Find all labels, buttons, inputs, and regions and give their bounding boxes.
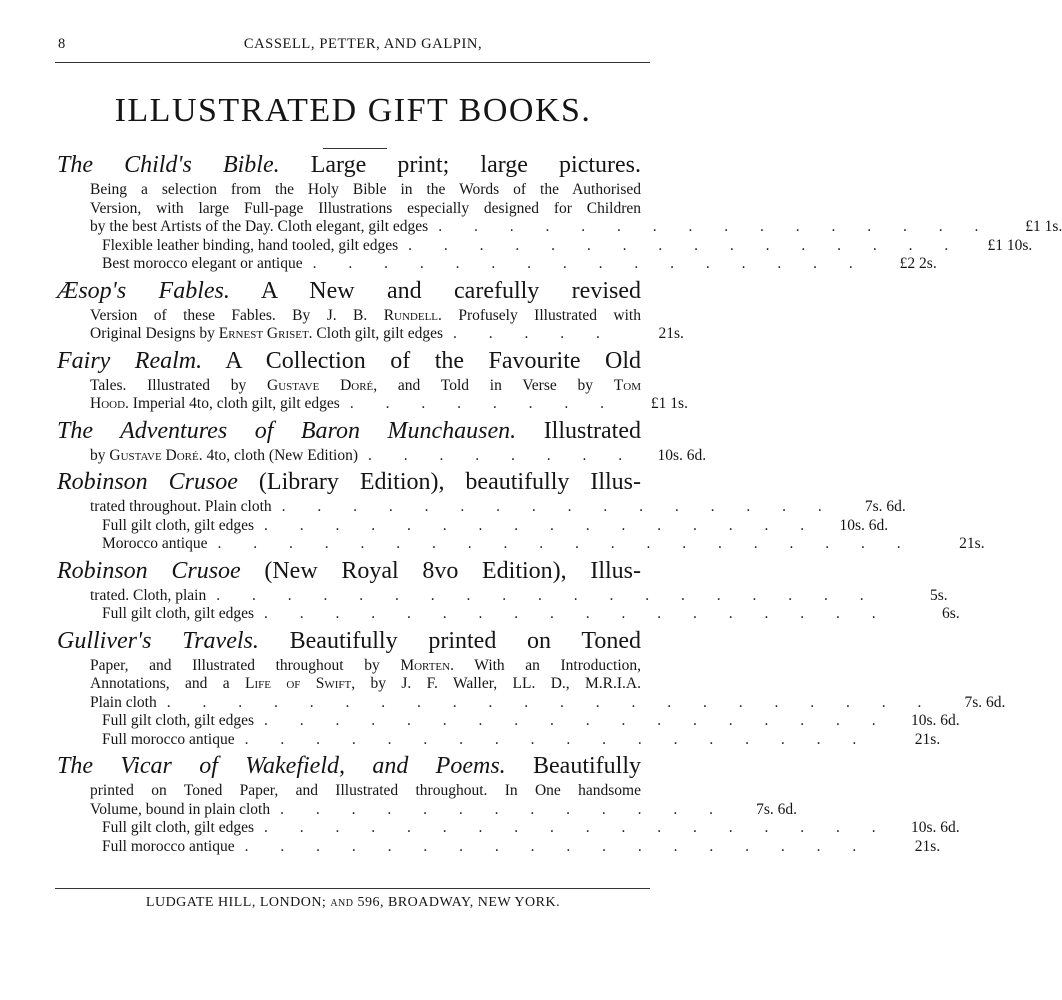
binding-label: Full morocco antique <box>102 837 235 855</box>
book-title: Robinson Crusoe <box>57 469 238 495</box>
price: £1 10s. <box>987 236 1033 254</box>
text-run: , and Told in Verse by <box>373 376 614 394</box>
illustrator-name: Ernest Griset <box>218 325 309 342</box>
entry-heading <box>57 556 641 587</box>
illustrator-name: Gustave Doré <box>109 446 199 464</box>
price-row <box>90 605 960 624</box>
dot-leader: . . . . . . . . . . . . . . . . <box>281 498 836 515</box>
price: 10s. 6d. <box>910 819 960 836</box>
entry-body <box>57 586 960 624</box>
dot-leader: . . . . . . . . . . . . . . . . <box>263 516 819 534</box>
binding-label <box>90 325 443 344</box>
author-name: Tom <box>613 376 641 394</box>
price: 7s. 6d. <box>864 498 906 515</box>
price: 21s. <box>959 535 985 552</box>
description-line <box>90 307 641 326</box>
book-title: Æsop's Fables. <box>57 277 230 304</box>
description-line <box>90 377 641 396</box>
price-row <box>90 516 889 536</box>
book-entry-vicar-of-wakefield <box>57 751 960 856</box>
heading-description: A Collection of the Favourite Old <box>225 347 641 374</box>
book-entry-fairy-realm <box>57 346 688 414</box>
entry-body <box>57 376 688 414</box>
description-line: printed on Toned Paper, and Illustrated throughout. In One handsome <box>90 782 641 799</box>
footer-rule <box>55 888 650 889</box>
book-entry-robinson-crusoe-royal <box>57 556 960 624</box>
life-of-swift: Life of Swift <box>245 675 352 692</box>
price: 7s. 6d. <box>756 800 797 818</box>
dot-leader: . . . . . . . . . . . . . . . . <box>408 236 963 254</box>
price: 10s. 6d. <box>910 712 960 729</box>
binding-label: Full gilt cloth, gilt edges <box>102 819 254 836</box>
entry-heading <box>57 626 641 657</box>
dot-leader: . . . . . . . . . . . . . . . . <box>312 255 867 272</box>
price: 10s. 6d. <box>657 446 707 464</box>
dot-leader: . . . . . . . . . . . . . . . . . . <box>244 730 871 748</box>
dot-leader: . . . . . . . . . . . . . . . . . . <box>263 712 890 729</box>
running-head <box>0 36 706 58</box>
binding-label: by the best Artists of the Day. Cloth elegant, gilt edges <box>90 218 429 235</box>
dot-leader: . . . . . . . . . . . . . . . . . . <box>263 605 890 622</box>
dot-leader: . . . . . . . . . . . . . <box>280 800 727 818</box>
book-title: The Vicar of Wakefield, and Poems. <box>57 753 506 779</box>
text-run: , by J. F. Waller, LL. D., M.R.I.A. <box>351 675 641 692</box>
dot-leader: . . . . . . . . . . . . . . . . . . <box>263 819 890 836</box>
price-row <box>90 395 688 414</box>
price-row <box>90 819 960 838</box>
text-run: Original Designs by <box>90 325 219 342</box>
price: 7s. 6d. <box>964 693 1006 711</box>
price-row <box>90 325 684 344</box>
description-line: Being a selection from the Holy Bible in the Words of the Authorised <box>90 181 641 198</box>
author-name: Hood <box>90 395 126 412</box>
heading-description: A New and carefully revised <box>260 277 641 304</box>
price-row <box>90 446 707 466</box>
binding-label: Full morocco antique <box>102 730 235 748</box>
binding-label: trated throughout. Plain cloth <box>90 498 272 515</box>
binding-label: trated. Cloth, plain <box>90 586 207 604</box>
text-run: Tales. Illustrated by <box>90 376 268 394</box>
book-title: Fairy Realm. <box>57 347 203 374</box>
heading-description: Beautifully <box>533 753 641 779</box>
binding-label: Full gilt cloth, gilt edges <box>102 605 254 622</box>
description-line: Version, with large Full-page Illustrations especially designed for Children <box>90 199 641 217</box>
price: £2 2s. <box>899 255 937 272</box>
dot-leader: . . . . . . . . . . . . . . . . . . <box>244 837 871 855</box>
binding-label: Flexible leather binding, hand tooled, gilt edges <box>102 236 399 254</box>
entry-heading <box>57 751 641 782</box>
dot-leader: . . . . . <box>453 325 614 342</box>
heading-description: Illustrated <box>543 417 641 444</box>
publisher-footer <box>0 895 706 911</box>
entry-heading <box>57 150 641 181</box>
price-row <box>90 712 960 731</box>
publisher-header: CASSELL, PETTER, AND GALPIN, <box>243 36 483 52</box>
binding-label: Volume, bound in plain cloth <box>90 800 271 818</box>
entry-body <box>57 498 985 554</box>
footer-london: LUDGATE HILL, LONDON; <box>145 895 327 910</box>
text-run: Paper, and Illustrated throughout by <box>90 656 401 674</box>
price-row <box>90 586 948 606</box>
dot-leader: . . . . . . . . . . . . . . . . . . . . . . <box>166 693 936 711</box>
book-list <box>57 150 1062 858</box>
heading-description: (New Royal 8vo Edition), Illus- <box>264 557 641 584</box>
price-row <box>90 236 1033 256</box>
heading-description: (Library Edition), beautifully Illus- <box>258 469 642 495</box>
binding-label <box>90 447 358 466</box>
footer-and: and <box>330 895 354 910</box>
book-entry-robinson-crusoe-library <box>57 467 985 554</box>
text-run: by <box>90 446 110 464</box>
binding-label: Full gilt cloth, gilt edges <box>102 712 254 729</box>
heading-description: Beautifully printed on Toned <box>289 627 641 654</box>
binding-label: Full gilt cloth, gilt edges <box>102 516 254 534</box>
description-line <box>90 675 641 694</box>
illustrator-name: Morten <box>400 656 451 674</box>
entry-heading <box>57 467 641 498</box>
title-rule <box>323 148 387 149</box>
description-line <box>90 657 641 676</box>
book-entry-baron-munchausen <box>57 416 707 466</box>
price: 10s. 6d. <box>839 516 889 534</box>
book-entry-gullivers-travels <box>57 626 1006 750</box>
price: £1 1s. <box>1025 218 1062 235</box>
entry-body <box>57 782 960 856</box>
dot-leader: . . . . . . . . . . . . . . . . . . . <box>216 586 878 604</box>
price: 21s. <box>914 730 941 748</box>
book-entry-childs-bible <box>57 150 1062 274</box>
page-number: 8 <box>58 36 66 52</box>
heading-description: Large print; large pictures. <box>310 152 642 178</box>
price-row <box>90 535 985 554</box>
book-title: The Adventures of Baron Munchausen. <box>57 417 517 444</box>
price-row <box>90 498 906 517</box>
dot-leader: . . . . . . . . <box>368 446 637 464</box>
binding-label <box>90 395 340 414</box>
price-row <box>90 255 937 274</box>
price: 5s. <box>929 586 948 604</box>
price-row <box>90 218 1062 237</box>
book-title: Robinson Crusoe <box>57 557 241 584</box>
text-run: . Imperial 4to, cloth gilt, gilt edges <box>125 395 340 412</box>
book-entry-aesops-fables <box>57 276 684 344</box>
price: 21s. <box>914 837 941 855</box>
text-run: . 4to, cloth (New Edition) <box>198 446 359 464</box>
text-run: . With an Introduction, <box>450 656 642 674</box>
dot-leader: . . . . . . . . . . . . . . . . <box>438 218 993 235</box>
dot-leader: . . . . . . . . <box>349 395 618 412</box>
price: £1 1s. <box>650 395 688 412</box>
text-run: Version of these Fables. By J. B. <box>90 306 384 324</box>
illustrator-name: Rundell <box>383 306 439 324</box>
price: 21s. <box>658 325 684 342</box>
binding-label: Morocco antique <box>102 535 208 552</box>
price-row <box>90 800 797 820</box>
illustrator-name: Gustave Doré <box>267 376 374 394</box>
entry-heading <box>57 276 641 307</box>
entry-body <box>57 306 684 344</box>
entry-body <box>57 446 707 466</box>
entry-heading <box>57 416 641 447</box>
price-row <box>90 693 1006 713</box>
header-rule <box>55 62 650 63</box>
dot-leader: . . . . . . . . . . . . . . . . . . . . <box>217 535 915 552</box>
footer-new-york: 596, BROADWAY, NEW YORK. <box>357 895 561 910</box>
entry-body <box>57 656 1006 750</box>
entry-body <box>57 181 1062 274</box>
text-run: . Profusely Illustrated with <box>438 306 641 324</box>
book-title: Gulliver's Travels. <box>57 627 259 654</box>
section-title: ILLUSTRATED GIFT BOOKS. <box>114 92 592 129</box>
text-run: Annotations, and a <box>90 675 245 692</box>
binding-label: Plain cloth <box>90 693 157 711</box>
price: 6s. <box>941 605 960 622</box>
entry-heading <box>57 346 641 377</box>
text-run: . Cloth gilt, gilt edges <box>308 325 444 342</box>
price-row <box>90 837 941 857</box>
book-title: The Child's Bible. <box>57 152 280 178</box>
binding-label: Best morocco elegant or antique <box>102 255 303 272</box>
price-row <box>90 730 941 750</box>
